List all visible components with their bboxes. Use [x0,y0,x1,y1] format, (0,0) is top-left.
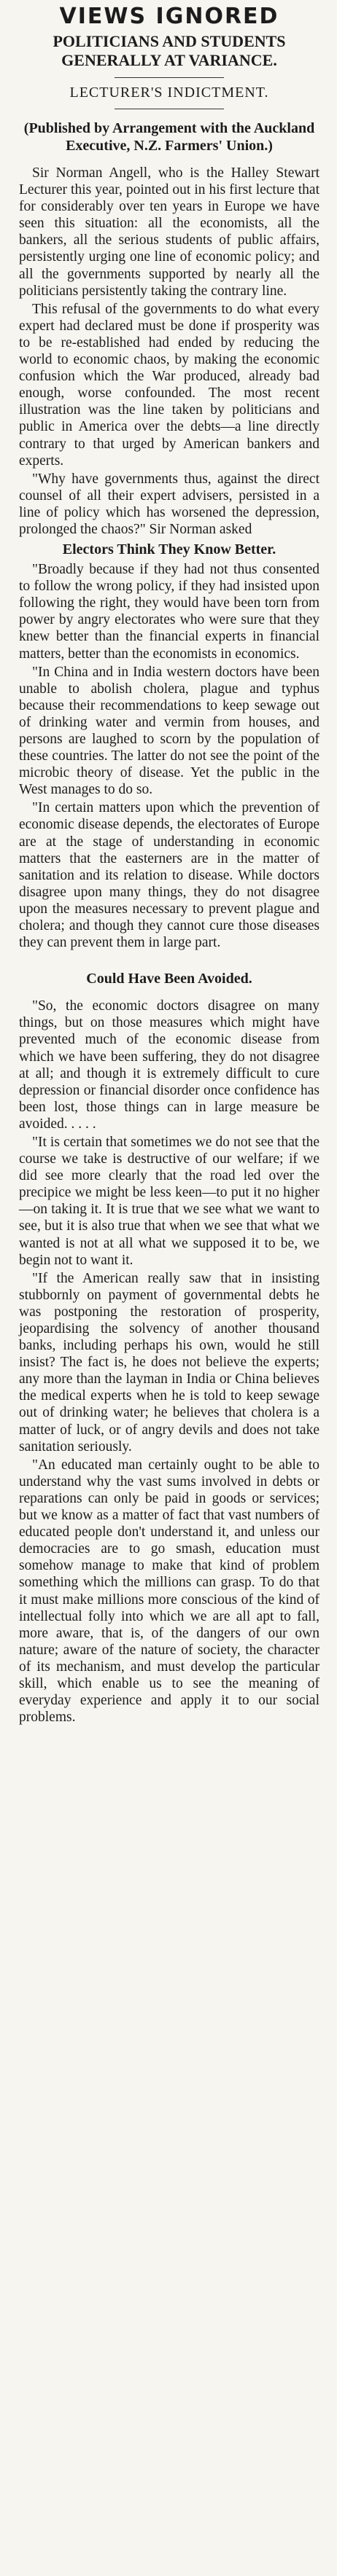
paragraph: "Why have governments thus, against the direct counsel of all their expert advisers, persisted in a line of policy which has worsened the depression, prolonged the chaos?" Sir Norman asked [19,471,319,537]
paragraph: "In certain matters upon which the prevention of economic disease depends, the electorates of Europe are at the stage of understanding in economic matters that the easterners are in the matter of sanitation and its relation to disease. While doctors disagree upon many things, they do not disagree upon the measures necessary to prevent plague and cholera; and though they cannot cure those diseases they can prevent them in large part. [19,800,319,951]
headline: VIEWS IGNORED [59,4,279,29]
paragraph: "So, the economic doctors disagree on many things, but on those measures which might have prevented much of the economic disease from which we have been suffering, they do not disagree at all; and though it is extremely difficult to cure depression or financial disorder once confidence has been lost, those things can in large measure be avoided. . . . . [19,998,319,1132]
paragraph: Sir Norman Angell, who is the Halley Stewart Lecturer this year, pointed out in his first lecture that for considerably over ten years in Europe we have seen this situation: all the economists, all the bankers, all the serious students of public affairs, persistently urging one line of economic policy; and all the governments supported by nearly all the politicians persistently taking the contrary line. [19,165,319,299]
paragraph: "If the American really saw that in insisting stubbornly on payment of governmental debts he was postponing the restoration of prosperity, jeopardising the solvency of another thousand banks, including perhaps his own, would he still insist? The fact is, he does not believe the experts; any more than the layman in India or China believes the medical experts when he is told to keep sewage out of drinking water; he believes that cholera is a matter of luck, or of angry devils and does not take sanitation seriously. [19,1270,319,1455]
paragraph: "In China and in India western doctors have been unable to abolish cholera, plague and typhus because their recommendations to keep sewage out of drinking water and vermin from houses, and persons are laughed to scorn by the population of these countries. The latter do not see the point of the microbic theory of disease. Yet the public in the West manages to do so. [19,664,319,798]
article-body-part-1 [19,165,319,538]
section-heading-avoided: Could Have Been Avoided. [86,971,252,987]
subheadline: POLITICIANS AND STUDENTS GENERALLY AT VARIANCE. [53,32,286,69]
article-body-part-3 [19,998,319,1726]
kicker: LECTURER'S INDICTMENT. [69,85,269,101]
paragraph: This refusal of the governments to do what every expert had declared must be done if prosperity was to be re-established had ended by reducing the world to economic chaos, by making the economic confusion which the War produced, already bad enough, worse confounded. The most recent illustration was the line taken by politicians and public in America over the debts—a line directly contrary to that urged by American bankers and experts. [19,301,319,469]
paragraph: "It is certain that sometimes we do not see that the course we take is destructive of our welfare; if we did see more clearly that the road led over the precipice we might be less keen—to put it no higher—on taking it. It is true that we see what we want to see, but it is also true that when we see that what we wanted is not at all what we supposed it to be, we begin not to want it. [19,1134,319,1268]
divider-rule-top [115,77,224,78]
section-heading-electors: Electors Think They Know Better. [62,541,276,558]
byline: (Published by Arrangement with the Auckland Executive, N.Z. Farmers' Union.) [23,120,315,154]
paragraph: "Broadly because if they had not thus consented to follow the wrong policy, if they had insisted upon following the right, they would have been torn from power by angry electorates who were sure that they knew better than the financial experts in financial matters, better than the economists in economics. [19,562,319,662]
paragraph: "An educated man certainly ought to be able to understand why the vast sums involved in debts or reparations can only be paid in goods or services; but we know as a matter of fact that vast numbers of educated people don't understand it, and unless our democracies are to go smash, education must somehow manage to make that kind of problem something which the millions can grasp. To do that it must make millions more conscious of the kind of intellectual folly into which we are all apt to fall, more aware, that is, of the dangers of our own nature; aware of the nature of society, the character of its mechanism, and must develop the particular skill, which enable us to see the meaning of everyday experience and apply it to our social problems. [19,1457,319,1726]
article-body-part-2 [19,561,319,951]
